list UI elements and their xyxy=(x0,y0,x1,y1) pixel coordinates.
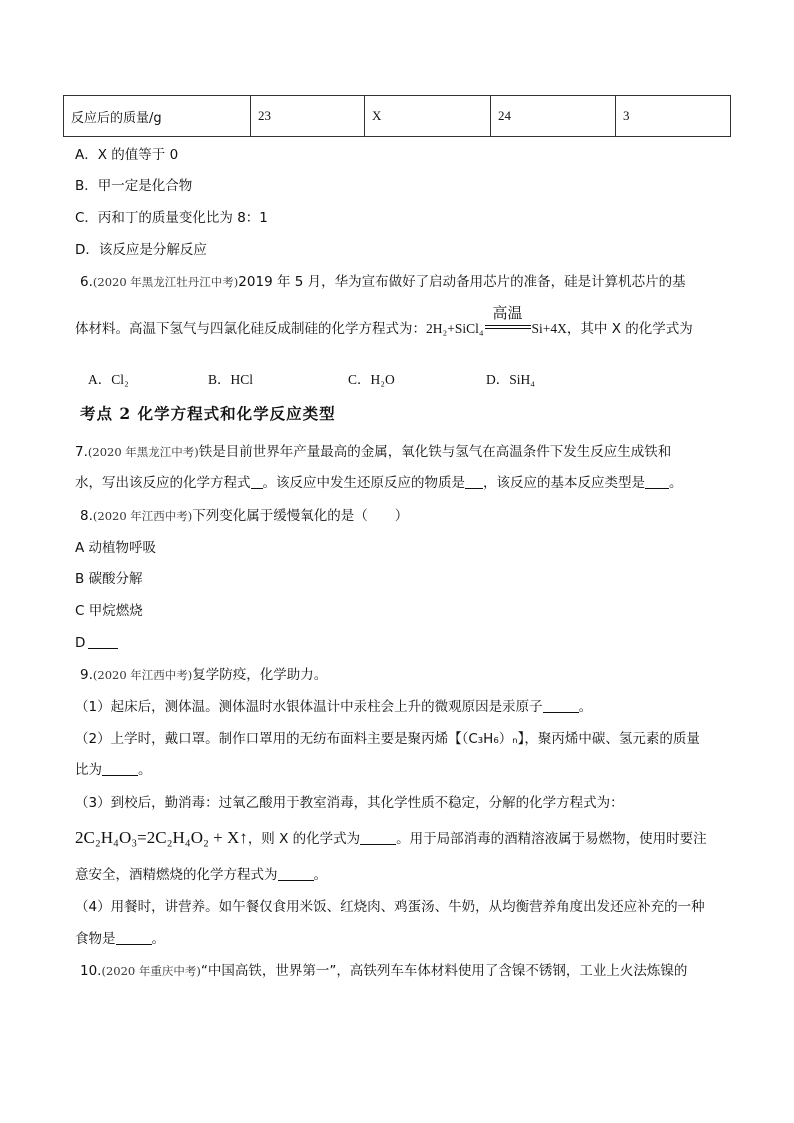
question-text: 其中 X 的化学式为 xyxy=(580,321,693,337)
question-text: 铁是目前世界年产量最高的金属，氧化铁与氢气在高温条件下发生反应生成铁和 xyxy=(198,444,672,460)
q5-option-a: A．X 的值等于 0 xyxy=(75,147,179,163)
answer-blank[interactable] xyxy=(543,698,579,713)
question-number: 10. xyxy=(80,963,102,979)
question-text: 。 xyxy=(669,475,683,491)
question-text: 。 xyxy=(138,762,152,778)
reaction-condition xyxy=(485,304,531,339)
answer-blank[interactable] xyxy=(116,930,152,945)
table-row-label: 反应后的质量/g xyxy=(64,96,251,137)
table-cell: 23 xyxy=(251,96,365,137)
answer-blank[interactable] xyxy=(278,866,314,881)
q9-part-3c xyxy=(75,865,730,885)
question-text: 复学防疫，化学助力。 xyxy=(192,667,328,683)
q6-option-c: C．H₂O xyxy=(348,372,395,387)
section-heading: 考点 2 化学方程式和化学反应类型 xyxy=(80,404,336,423)
q9-part-2a: （2）上学时，戴口罩。制作口罩用的无纺布面料主要是聚丙烯【（C₃H₆）ₙ】，聚丙烯中碳、氢元素的质量 xyxy=(75,731,700,747)
q6-option-d: D．SiH₄ xyxy=(486,372,535,387)
q9-line xyxy=(80,665,730,685)
question-number: 8. xyxy=(80,508,93,524)
question-text: ，该反应的基本反应类型是 xyxy=(483,475,645,491)
question-text: 2019 年 5 月，华为宣布做好了启动备用芯片的准备，硅是计算机芯片的基 xyxy=(238,274,686,290)
q6-line-2 xyxy=(75,304,730,339)
q7-line-1 xyxy=(75,442,730,462)
q10-line xyxy=(80,961,730,981)
q9-part-1 xyxy=(75,697,730,717)
q9-part-4b xyxy=(75,929,730,949)
q6-line-1 xyxy=(80,272,730,292)
q8-option-b: B 碳酸分解 xyxy=(75,571,143,587)
decomposition-equation: 2C₂H₄O₃=2C₂H₄O₂ + X↑ xyxy=(75,828,248,847)
answer-blank[interactable] xyxy=(102,761,138,776)
question-text: 比为 xyxy=(75,762,102,778)
question-source: (2020 年重庆中考) xyxy=(101,964,201,978)
q8-line xyxy=(80,506,730,526)
equation-right: Si+4X， xyxy=(531,321,581,336)
q9-part-3a: （3）到校后，勤消毒：过氧乙酸用于教室消毒，其化学性质不稳定，分解的化学方程式为： xyxy=(75,795,624,811)
question-text: 。用于局部消毒的酒精溶液属于易燃物，使用时要注 xyxy=(396,831,707,847)
question-text: 意安全，酒精燃烧的化学方程式为 xyxy=(75,867,278,883)
answer-blank[interactable] xyxy=(360,830,396,845)
q8-option-d xyxy=(75,633,730,653)
question-text: 下列变化属于缓慢氧化的是（ ） xyxy=(192,508,409,524)
answer-blank[interactable] xyxy=(645,474,669,489)
question-number: 6. xyxy=(80,274,93,290)
equation-left: 2H₂+SiCl₄ xyxy=(426,321,484,336)
q9-part-4a: （4）用餐时，讲营养。如午餐仅食用米饭、红烧肉、鸡蛋汤、牛奶，从均衡营养角度出发还应补充的一种 xyxy=(75,899,705,915)
q6-option-a: A．Cl₂ xyxy=(88,372,129,387)
q8-option-a: A 动植物呼吸 xyxy=(75,540,157,556)
question-text: ，则 X 的化学式为 xyxy=(247,831,361,847)
question-number: 9. xyxy=(80,667,93,683)
option-label: D xyxy=(75,635,86,651)
question-text: 体材料。高温下氢气与四氯化硅反成制硅的化学方程式为： xyxy=(75,321,426,337)
question-text: 。该反应中发生还原反应的物质是 xyxy=(262,475,465,491)
question-source: (2020 年江西中考) xyxy=(92,668,193,682)
question-text: 。 xyxy=(151,931,165,947)
q7-line-2 xyxy=(75,473,730,493)
q9-part-3b xyxy=(75,828,730,849)
question-source: (2020 年黑龙江中考) xyxy=(87,445,199,459)
table-cell: 24 xyxy=(491,96,616,137)
question-text: 。 xyxy=(578,699,593,715)
q5-option-d: D．该反应是分解反应 xyxy=(75,242,207,258)
question-text: 水，写出该反应的化学方程式 xyxy=(75,475,251,491)
question-text: 食物是 xyxy=(75,931,116,947)
answer-blank[interactable] xyxy=(88,634,118,649)
table-cell: 3 xyxy=(616,96,731,137)
question-text: “中国高铁，世界第一”，高铁列车车体材料使用了含镍不锈钢，工业上火法炼镍的 xyxy=(200,963,688,979)
table-row xyxy=(64,96,731,137)
question-source: (2020 年黑龙江牡丹江中考) xyxy=(92,275,239,289)
condition-label: 高温 xyxy=(492,304,523,322)
table-cell: X xyxy=(365,96,491,137)
q8-option-c: C 甲烷燃烧 xyxy=(75,603,143,619)
answer-blank[interactable] xyxy=(251,474,263,489)
question-text: （1）起床后，测体温。测体温时水银体温计中汞柱会上升的微观原因是汞原子 xyxy=(75,699,543,715)
q5-option-b: B．甲一定是化合物 xyxy=(75,178,193,194)
question-number: 7. xyxy=(75,444,88,460)
q9-part-2b xyxy=(75,760,730,780)
question-text: 。 xyxy=(313,867,327,883)
answer-blank[interactable] xyxy=(465,474,483,489)
q6-option-b: B．HCl xyxy=(208,372,254,387)
mass-table xyxy=(63,95,731,137)
question-source: (2020 年江西中考) xyxy=(92,509,193,523)
q5-option-c: C．丙和丁的质量变化比为 8：1 xyxy=(75,210,268,226)
